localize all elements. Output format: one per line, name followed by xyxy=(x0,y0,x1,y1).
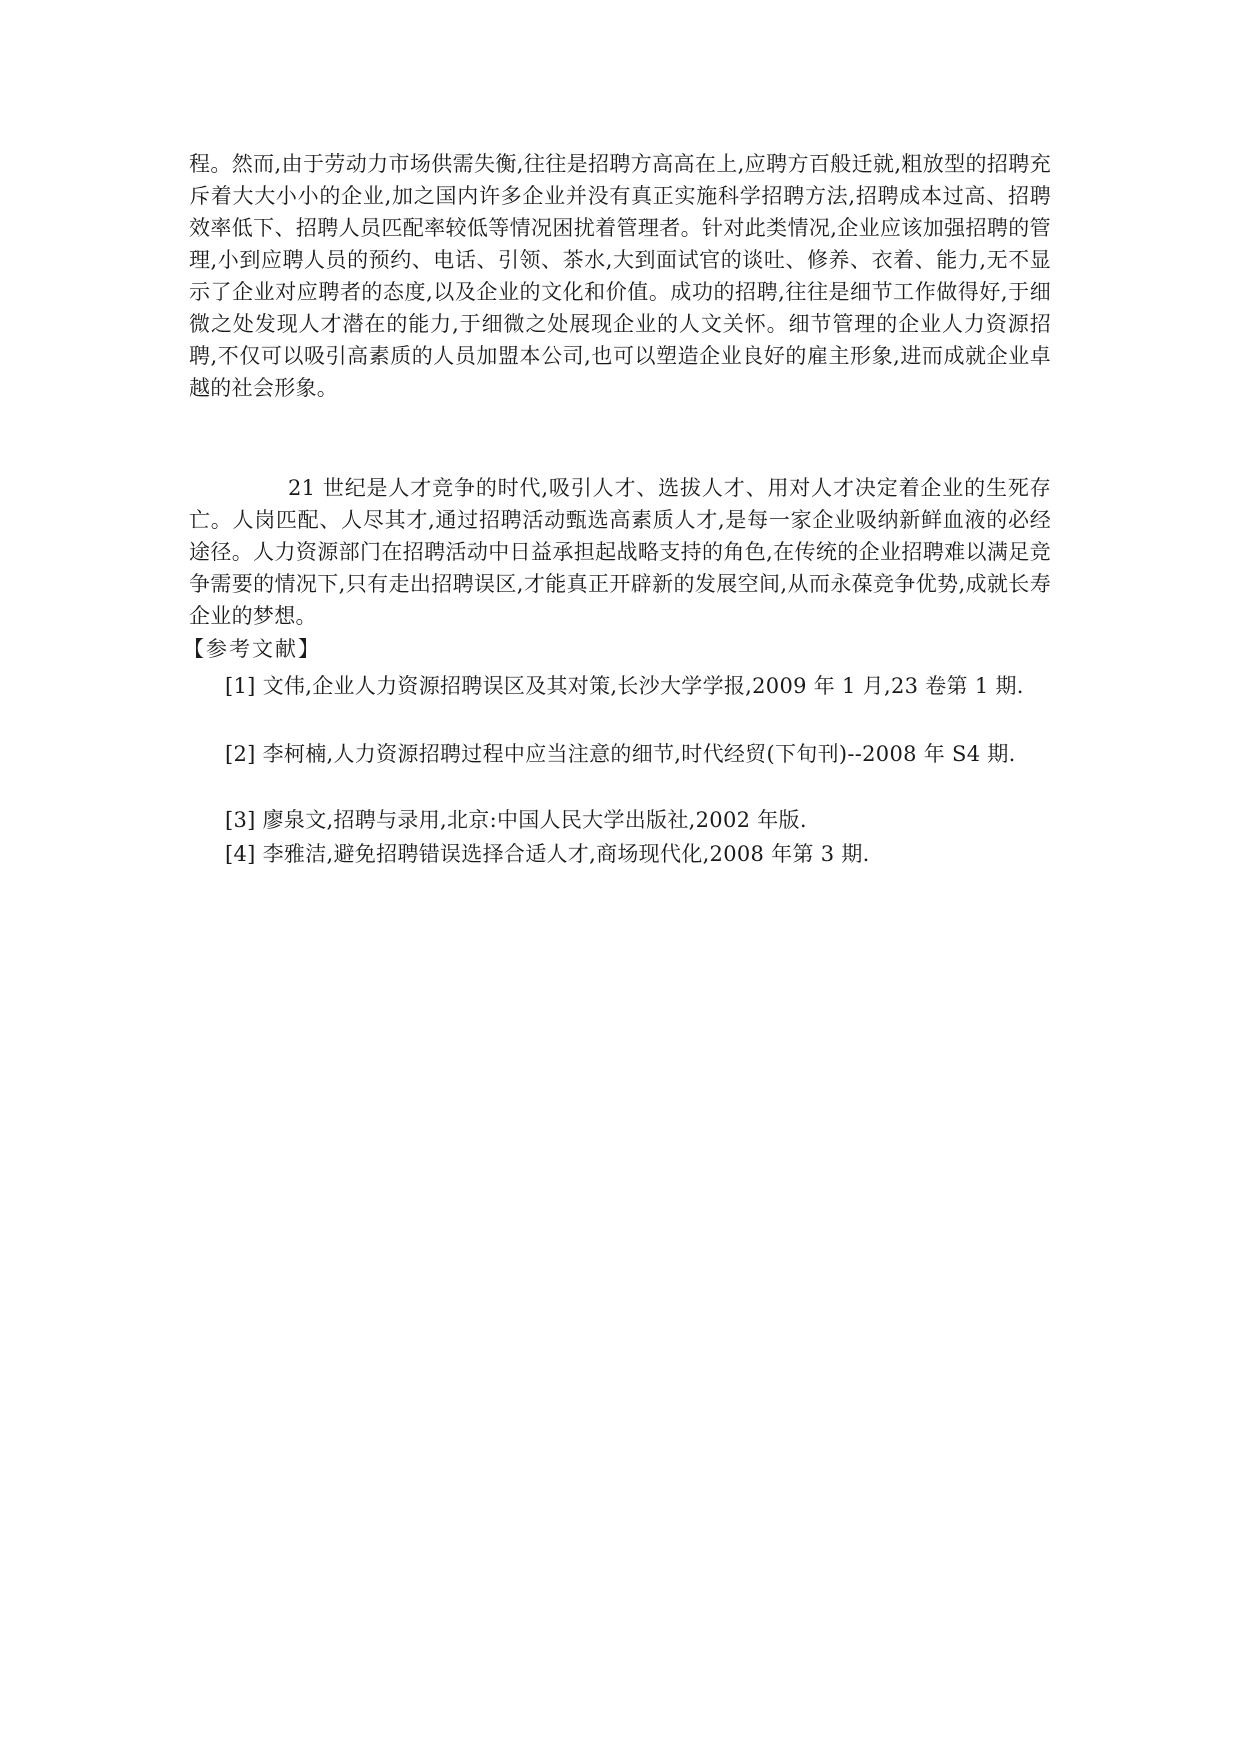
body-paragraph: 21 世纪是人才竞争的时代,吸引人才、选拔人才、用对人才决定着企业的生死存亡。人岗匹配、人尽其才,通过招聘活动甄选高素质人才,是每一家企业吸纳新鲜血液的必经途径。人力资源部门在招聘活动中日益承担起战略支持的角色,在传统的企业招聘难以满足竞争需要的情况下,只有走出招聘误区,才能真正开辟新的发展空间,从而永葆竞争优势,成就长寿企业的梦想。 xyxy=(189,476,1051,628)
body-paragraph: 程。然而,由于劳动力市场供需失衡,往往是招聘方高高在上,应聘方百般迁就,粗放型的招聘充斥着大大小小的企业,加之国内许多企业并没有真正实施科学招聘方法,招聘成本过高、招聘效率低下、招聘人员匹配率较低等情况困扰着管理者。针对此类情况,企业应该加强招聘的管理,小到应聘人员的预约、电话、引领、茶水,大到面试官的谈吐、修养、衣着、能力,无不显示了企业对应聘者的态度,以及企业的文化和价值。成功的招聘,往往是细节工作做得好,于细微之处发现人才潜在的能力,于细微之处展现企业的人文关怀。细节管理的企业人力资源招聘,不仅可以吸引高素质的人员加盟本公司,也可以塑造企业良好的雇主形象,进而成就企业卓越的社会形象。 xyxy=(189,152,1051,400)
reference-item: [3] 廖泉文,招聘与录用,北京:中国人民大学出版社,2002 年版. xyxy=(225,808,807,832)
references-heading: 【参考文献】 xyxy=(183,637,321,661)
reference-item: [4] 李雅洁,避免招聘错误选择合适人才,商场现代化,2008 年第 3 期. xyxy=(225,842,870,866)
reference-item: [2] 李柯楠,人力资源招聘过程中应当注意的细节,时代经贸(下旬刊)--2008 年 S4 期. xyxy=(225,742,1016,766)
reference-item: [1] 文伟,企业人力资源招聘误区及其对策,长沙大学学报,2009 年 1 月,23 卷第 1 期. xyxy=(225,674,1024,698)
